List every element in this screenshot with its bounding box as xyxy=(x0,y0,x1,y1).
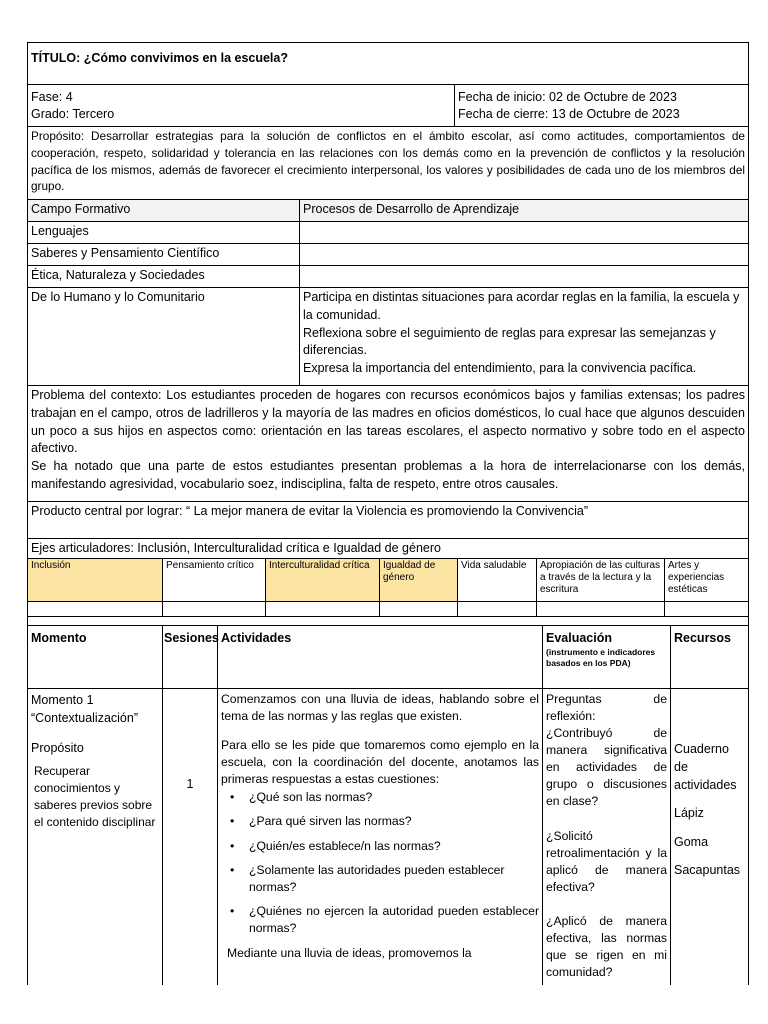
evaluacion-header: Evaluación xyxy=(546,631,612,645)
actividad-paragraph: Mediante una lluvia de ideas, promovemos la xyxy=(227,945,472,960)
momento-1-actividades xyxy=(217,689,542,985)
ejes-empty-row xyxy=(27,602,749,617)
recurso-item: Sacapuntas xyxy=(674,862,741,877)
evaluacion-subheader: (instrumento e indicadores basados en los PDA) xyxy=(546,646,656,668)
pda-item: Reflexiona sobre el seguimiento de reglas para expresar las semejanzas y diferencias. xyxy=(303,325,716,358)
eje-vida-saludable: Vida saludable xyxy=(457,559,536,601)
actividades-header: Actividades xyxy=(217,626,542,688)
eje-apropiacion: Apropiación de las culturas a través de la lectura y la escritura xyxy=(536,559,664,601)
recurso-item: Lápiz xyxy=(674,806,704,821)
fecha-inicio: Fecha de inicio: 02 de Octubre de 2023 xyxy=(458,90,677,104)
momento-1-recursos xyxy=(670,689,748,985)
eje-pensamiento: Pensamiento crítico xyxy=(162,559,265,601)
campo-lenguajes: Lenguajes xyxy=(31,224,89,238)
title-block xyxy=(27,42,749,85)
momento-1-title: Momento 1 “Contextualización” xyxy=(31,693,138,726)
fase-text: Fase: 4 xyxy=(31,90,73,104)
producto-text: Producto central por lograr: “ La mejor manera de evitar la Violencia es promoviendo la Convivencia” xyxy=(31,504,588,518)
question-item: • ¿Para qué sirven las normas? xyxy=(227,813,539,830)
eje-artes: Artes y experiencias estéticas xyxy=(664,559,748,601)
eje-igualdad: Igualdad de género xyxy=(379,559,457,601)
question-item: • ¿Quién/es establece/n las normas? xyxy=(227,838,539,855)
campo-row xyxy=(27,266,749,288)
problema-text-2: Se ha notado que una parte de estos estudiantes presentan problemas a la hora de interrelacionarse con los demás, manifestando agresividad, vocabulario soez, indisciplina, falta de respeto, entre otros causales. xyxy=(31,459,745,491)
problema-block xyxy=(27,386,749,502)
questions-list xyxy=(221,789,539,937)
campos-header-row xyxy=(27,200,749,222)
ejes-label: Ejes articuladores: Inclusión, Interculturalidad crítica e Igualdad de género xyxy=(31,541,441,555)
momento-1-row xyxy=(27,689,749,985)
campo-row xyxy=(27,244,749,266)
ejes-block xyxy=(27,539,749,559)
eval-question: ¿Solicitó retroalimentación y la aplicó de manera efectiva? xyxy=(546,828,667,894)
eval-label: Preguntas de reflexión: xyxy=(546,692,667,724)
fecha-cierre: Fecha de cierre: 13 de Octubre de 2023 xyxy=(458,106,680,121)
eje-inclusion: Inclusión xyxy=(28,559,162,601)
sesiones-header: Sesiones xyxy=(162,626,217,688)
eval-question: ¿Contribuyó de manera significativa en actividades de grupo o discusiones en clase? xyxy=(546,726,667,809)
question-item: • ¿Qué son las normas? xyxy=(227,789,539,806)
actividad-paragraph: Para ello se les pide que tomaremos como ejemplo en la escuela, con la coordinación del docente, anotamos las primeras respuestas a estas cuestiones: xyxy=(221,738,539,787)
lesson-plan-document xyxy=(27,42,749,985)
campo-saberes: Saberes y Pensamiento Científico xyxy=(31,246,220,260)
momento-1-proposito-text: Recuperar conocimientos y saberes previos sobre el contenido disciplinar xyxy=(34,764,156,829)
plan-header-row xyxy=(27,626,749,689)
momento-header: Momento xyxy=(31,631,87,645)
producto-block xyxy=(27,502,749,539)
actividad-paragraph: Comenzamos con una lluvia de ideas, hablando sobre el tema de las normas y las reglas que existen. xyxy=(221,692,539,724)
momento-1-proposito-label: Propósito xyxy=(31,741,84,756)
momento-1-cell xyxy=(28,689,162,985)
recurso-item: Goma xyxy=(674,834,709,849)
grado-text: Grado: Tercero xyxy=(31,106,115,121)
info-block xyxy=(27,85,749,127)
doc-title: TÍTULO: ¿Cómo convivimos en la escuela? xyxy=(31,51,288,65)
pda-list xyxy=(299,288,748,385)
eje-interculturalidad: Interculturalidad crítica xyxy=(265,559,379,601)
ejes-row xyxy=(27,559,749,602)
pda-item: Expresa la importancia del entendimiento, para la convivencia pacífica. xyxy=(303,361,697,375)
recursos-header: Recursos xyxy=(670,626,748,688)
proposito-text: Propósito: Desarrollar estrategias para la solución de conflictos en el ámbito escolar, así como actitudes, comportamientos de cooperación, respeto, solidaridad y tolerancia en las relaciones con los demás como en la prevención de conflictos y la resolución pacífica de los mismos, además de favorecer el crecimiento interpersonal, los valores y posibilidades de cada uno de los miembros del grupo. xyxy=(31,129,745,194)
question-item: • ¿Quiénes no ejercen la autoridad pueden establecer normas? xyxy=(227,903,539,937)
momento-1-sesion: 1 xyxy=(162,689,217,985)
campo-etica: Ética, Naturaleza y Sociedades xyxy=(31,268,205,282)
proposito-block xyxy=(27,127,749,200)
recurso-item: Cuaderno de actividades xyxy=(674,742,737,793)
campo-row xyxy=(27,288,749,386)
campo-humano: De lo Humano y lo Comunitario xyxy=(31,290,205,304)
campo-formativo-header: Campo Formativo xyxy=(31,202,131,216)
eval-question: ¿Aplicó de manera efectiva, las normas que se rigen en mi comunidad? xyxy=(546,913,667,980)
question-item: • ¿Solamente las autoridades pueden establecer normas? xyxy=(227,862,539,896)
momento-1-evaluacion xyxy=(542,689,670,985)
campo-row xyxy=(27,222,749,244)
procesos-header: Procesos de Desarrollo de Aprendizaje xyxy=(299,200,748,221)
problema-text: Problema del contexto: Los estudiantes proceden de hogares con recursos económicos bajos y familias extensas; los padres trabajan en el campo, otros de ladrilleros y la mayoría de las madres en oficios domésticos, lo cual hace que algunos descuiden un poco a sus hijos en aspectos como: orientación en las tareas escolares, el aspecto normativo y sobre todo en el aspecto afectivo. xyxy=(31,388,745,456)
pda-item: Participa en distintas situaciones para acordar reglas en la familia, la escuela y la comunidad. xyxy=(303,290,740,322)
